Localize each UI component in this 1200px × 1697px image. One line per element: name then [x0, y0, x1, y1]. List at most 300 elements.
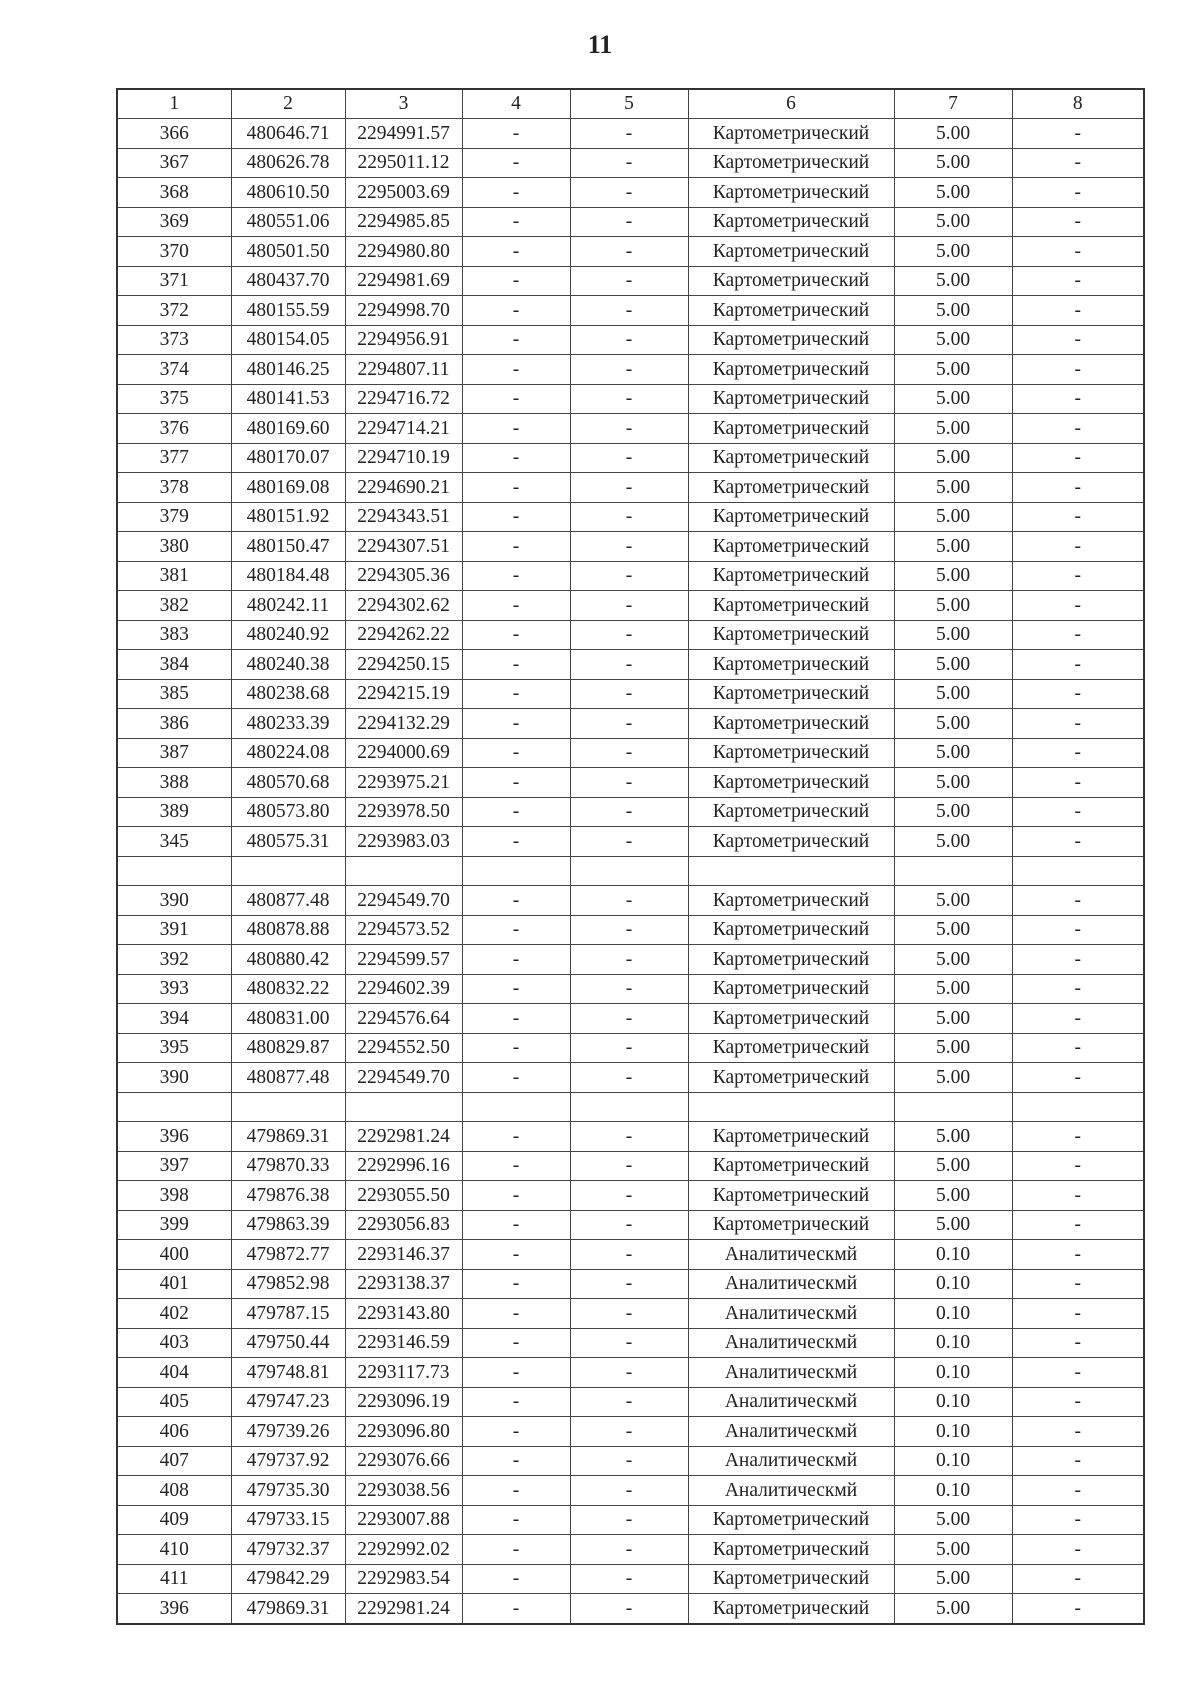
col5-cell: - — [570, 591, 688, 621]
col4-cell: - — [462, 827, 570, 857]
accuracy-cell: 5.00 — [894, 473, 1012, 503]
x-coordinate-cell: 479872.77 — [231, 1240, 345, 1270]
point-number-cell: 367 — [117, 148, 231, 178]
table-row — [117, 1535, 1144, 1565]
table-row — [117, 827, 1144, 857]
y-coordinate-cell: 2294250.15 — [345, 650, 462, 680]
col8-cell: - — [1012, 1240, 1144, 1270]
y-coordinate-cell: 2294998.70 — [345, 296, 462, 326]
col4-cell: - — [462, 502, 570, 532]
point-number-cell: 372 — [117, 296, 231, 326]
method-cell: Картометрический — [688, 591, 894, 621]
table-row — [117, 119, 1144, 149]
col4-cell: - — [462, 1063, 570, 1093]
col8-cell: - — [1012, 1535, 1144, 1565]
point-number-cell: 391 — [117, 915, 231, 945]
accuracy-cell: 5.00 — [894, 1151, 1012, 1181]
x-coordinate-cell — [231, 1092, 345, 1122]
col8-cell: - — [1012, 1505, 1144, 1535]
y-coordinate-cell: 2293978.50 — [345, 797, 462, 827]
point-number-cell: 396 — [117, 1122, 231, 1152]
point-number-cell: 401 — [117, 1269, 231, 1299]
col5-cell: - — [570, 1505, 688, 1535]
x-coordinate-cell: 479747.23 — [231, 1387, 345, 1417]
separator-row — [117, 1092, 1144, 1122]
col4-cell: - — [462, 207, 570, 237]
accuracy-cell: 5.00 — [894, 178, 1012, 208]
col8-cell: - — [1012, 1564, 1144, 1594]
x-coordinate-cell: 479876.38 — [231, 1181, 345, 1211]
col5-cell: - — [570, 1328, 688, 1358]
col4-cell: - — [462, 945, 570, 975]
table-row — [117, 1210, 1144, 1240]
method-cell: Картометрический — [688, 384, 894, 414]
col5-cell: - — [570, 886, 688, 916]
table-row — [117, 974, 1144, 1004]
page-number: 11 — [587, 30, 613, 59]
col5-cell: - — [570, 532, 688, 562]
y-coordinate-cell: 2294985.85 — [345, 207, 462, 237]
point-number-cell: 411 — [117, 1564, 231, 1594]
col4-cell: - — [462, 679, 570, 709]
table-row — [117, 355, 1144, 385]
col5-cell: - — [570, 237, 688, 267]
accuracy-cell: 0.10 — [894, 1476, 1012, 1506]
col8-cell: - — [1012, 1210, 1144, 1240]
method-cell: Картометрический — [688, 237, 894, 267]
method-cell: Картометрический — [688, 945, 894, 975]
y-coordinate-cell: 2293983.03 — [345, 827, 462, 857]
method-cell: Картометрический — [688, 355, 894, 385]
y-coordinate-cell: 2293146.37 — [345, 1240, 462, 1270]
method-cell: Картометрический — [688, 266, 894, 296]
method-cell: Аналитическмй — [688, 1446, 894, 1476]
x-coordinate-cell: 480169.08 — [231, 473, 345, 503]
col4-cell: - — [462, 738, 570, 768]
point-number-cell: 378 — [117, 473, 231, 503]
col8-cell: - — [1012, 709, 1144, 739]
method-cell — [688, 1092, 894, 1122]
method-cell: Аналитическмй — [688, 1328, 894, 1358]
point-number-cell: 376 — [117, 414, 231, 444]
col5-cell: - — [570, 797, 688, 827]
y-coordinate-cell: 2294343.51 — [345, 502, 462, 532]
method-cell: Картометрический — [688, 443, 894, 473]
table-row — [117, 561, 1144, 591]
col5-cell: - — [570, 207, 688, 237]
col4-cell: - — [462, 443, 570, 473]
col5-cell: - — [570, 266, 688, 296]
point-number-cell: 390 — [117, 1063, 231, 1093]
table-row — [117, 915, 1144, 945]
accuracy-cell: 5.00 — [894, 296, 1012, 326]
col8-cell: - — [1012, 768, 1144, 798]
y-coordinate-cell — [345, 856, 462, 886]
col4-cell: - — [462, 1328, 570, 1358]
point-number-cell: 384 — [117, 650, 231, 680]
col4-cell: - — [462, 915, 570, 945]
method-cell: Картометрический — [688, 827, 894, 857]
col8-cell — [1012, 1092, 1144, 1122]
col5-cell: - — [570, 1299, 688, 1329]
col4-cell: - — [462, 561, 570, 591]
y-coordinate-cell: 2293056.83 — [345, 1210, 462, 1240]
coordinates-table — [116, 88, 1145, 1625]
y-coordinate-cell: 2293096.19 — [345, 1387, 462, 1417]
x-coordinate-cell: 479870.33 — [231, 1151, 345, 1181]
column-header: 1 — [117, 89, 231, 119]
col8-cell: - — [1012, 1151, 1144, 1181]
col5-cell: - — [570, 473, 688, 503]
y-coordinate-cell: 2294000.69 — [345, 738, 462, 768]
col8-cell: - — [1012, 1476, 1144, 1506]
col4-cell: - — [462, 1122, 570, 1152]
y-coordinate-cell — [345, 1092, 462, 1122]
point-number-cell — [117, 856, 231, 886]
table-row — [117, 325, 1144, 355]
x-coordinate-cell: 480551.06 — [231, 207, 345, 237]
x-coordinate-cell: 480646.71 — [231, 119, 345, 149]
method-cell: Картометрический — [688, 974, 894, 1004]
method-cell: Картометрический — [688, 1594, 894, 1624]
method-cell: Картометрический — [688, 1181, 894, 1211]
method-cell: Картометрический — [688, 886, 894, 916]
col5-cell: - — [570, 296, 688, 326]
y-coordinate-cell: 2294602.39 — [345, 974, 462, 1004]
col4-cell: - — [462, 1505, 570, 1535]
col5-cell: - — [570, 1358, 688, 1388]
accuracy-cell: 5.00 — [894, 1535, 1012, 1565]
accuracy-cell: 0.10 — [894, 1240, 1012, 1270]
method-cell: Картометрический — [688, 325, 894, 355]
x-coordinate-cell: 480575.31 — [231, 827, 345, 857]
method-cell: Картометрический — [688, 502, 894, 532]
method-cell: Картометрический — [688, 178, 894, 208]
method-cell: Аналитическмй — [688, 1417, 894, 1447]
table-body — [117, 119, 1144, 1624]
accuracy-cell — [894, 856, 1012, 886]
col5-cell: - — [570, 1240, 688, 1270]
table-row — [117, 414, 1144, 444]
col5-cell: - — [570, 1564, 688, 1594]
column-header: 3 — [345, 89, 462, 119]
x-coordinate-cell: 479842.29 — [231, 1564, 345, 1594]
point-number-cell: 345 — [117, 827, 231, 857]
y-coordinate-cell: 2294305.36 — [345, 561, 462, 591]
col4-cell: - — [462, 148, 570, 178]
table-row — [117, 443, 1144, 473]
method-cell: Картометрический — [688, 119, 894, 149]
col8-cell: - — [1012, 1387, 1144, 1417]
method-cell: Картометрический — [688, 1033, 894, 1063]
y-coordinate-cell: 2294307.51 — [345, 532, 462, 562]
table-row — [117, 1446, 1144, 1476]
method-cell: Аналитическмй — [688, 1387, 894, 1417]
method-cell: Картометрический — [688, 1564, 894, 1594]
col4-cell: - — [462, 886, 570, 916]
table-row — [117, 1594, 1144, 1624]
col5-cell: - — [570, 1033, 688, 1063]
method-cell: Аналитическмй — [688, 1269, 894, 1299]
col4-cell: - — [462, 1299, 570, 1329]
method-cell — [688, 856, 894, 886]
col4-cell: - — [462, 1594, 570, 1624]
table-row — [117, 1299, 1144, 1329]
y-coordinate-cell: 2292981.24 — [345, 1122, 462, 1152]
method-cell: Картометрический — [688, 532, 894, 562]
y-coordinate-cell: 2294132.29 — [345, 709, 462, 739]
col4-cell: - — [462, 1004, 570, 1034]
col8-cell: - — [1012, 237, 1144, 267]
x-coordinate-cell: 479750.44 — [231, 1328, 345, 1358]
point-number-cell — [117, 1092, 231, 1122]
col4-cell: - — [462, 532, 570, 562]
accuracy-cell: 0.10 — [894, 1358, 1012, 1388]
accuracy-cell: 0.10 — [894, 1417, 1012, 1447]
y-coordinate-cell: 2293096.80 — [345, 1417, 462, 1447]
col4-cell: - — [462, 1358, 570, 1388]
table-row — [117, 945, 1144, 975]
x-coordinate-cell: 480832.22 — [231, 974, 345, 1004]
col4-cell: - — [462, 768, 570, 798]
col8-cell: - — [1012, 1004, 1144, 1034]
y-coordinate-cell: 2294302.62 — [345, 591, 462, 621]
point-number-cell: 410 — [117, 1535, 231, 1565]
point-number-cell: 377 — [117, 443, 231, 473]
col4-cell: - — [462, 1387, 570, 1417]
table-row — [117, 1564, 1144, 1594]
table-row — [117, 1328, 1144, 1358]
table-row — [117, 1033, 1144, 1063]
col5-cell: - — [570, 1151, 688, 1181]
col5-cell — [570, 856, 688, 886]
y-coordinate-cell: 2293975.21 — [345, 768, 462, 798]
x-coordinate-cell: 480238.68 — [231, 679, 345, 709]
x-coordinate-cell: 480573.80 — [231, 797, 345, 827]
column-header: 6 — [688, 89, 894, 119]
method-cell: Картометрический — [688, 679, 894, 709]
point-number-cell: 407 — [117, 1446, 231, 1476]
point-number-cell: 395 — [117, 1033, 231, 1063]
table-row — [117, 650, 1144, 680]
y-coordinate-cell: 2293038.56 — [345, 1476, 462, 1506]
col8-cell: - — [1012, 1063, 1144, 1093]
point-number-cell: 371 — [117, 266, 231, 296]
method-cell: Картометрический — [688, 296, 894, 326]
x-coordinate-cell: 480877.48 — [231, 886, 345, 916]
method-cell: Аналитическмй — [688, 1299, 894, 1329]
point-number-cell: 368 — [117, 178, 231, 208]
col5-cell: - — [570, 1063, 688, 1093]
col5-cell: - — [570, 1210, 688, 1240]
y-coordinate-cell: 2293138.37 — [345, 1269, 462, 1299]
x-coordinate-cell: 480155.59 — [231, 296, 345, 326]
table-row — [117, 266, 1144, 296]
method-cell: Картометрический — [688, 797, 894, 827]
accuracy-cell: 5.00 — [894, 945, 1012, 975]
accuracy-cell: 5.00 — [894, 355, 1012, 385]
table-row — [117, 532, 1144, 562]
col4-cell: - — [462, 266, 570, 296]
table-row — [117, 1387, 1144, 1417]
point-number-cell: 386 — [117, 709, 231, 739]
y-coordinate-cell: 2295011.12 — [345, 148, 462, 178]
method-cell: Картометрический — [688, 709, 894, 739]
method-cell: Картометрический — [688, 414, 894, 444]
col5-cell: - — [570, 355, 688, 385]
y-coordinate-cell: 2294573.52 — [345, 915, 462, 945]
accuracy-cell: 5.00 — [894, 1033, 1012, 1063]
accuracy-cell: 0.10 — [894, 1269, 1012, 1299]
accuracy-cell: 5.00 — [894, 532, 1012, 562]
method-cell: Картометрический — [688, 207, 894, 237]
col8-cell: - — [1012, 1417, 1144, 1447]
accuracy-cell: 5.00 — [894, 414, 1012, 444]
method-cell: Картометрический — [688, 915, 894, 945]
col8-cell: - — [1012, 355, 1144, 385]
col4-cell: - — [462, 1210, 570, 1240]
column-header: 7 — [894, 89, 1012, 119]
accuracy-cell: 5.00 — [894, 237, 1012, 267]
method-cell: Аналитическмй — [688, 1476, 894, 1506]
col8-cell: - — [1012, 738, 1144, 768]
accuracy-cell: 5.00 — [894, 119, 1012, 149]
col5-cell: - — [570, 1122, 688, 1152]
point-number-cell: 380 — [117, 532, 231, 562]
x-coordinate-cell: 480240.38 — [231, 650, 345, 680]
point-number-cell: 385 — [117, 679, 231, 709]
col8-cell: - — [1012, 650, 1144, 680]
y-coordinate-cell: 2293146.59 — [345, 1328, 462, 1358]
col8-cell: - — [1012, 414, 1144, 444]
y-coordinate-cell: 2294576.64 — [345, 1004, 462, 1034]
column-header: 8 — [1012, 89, 1144, 119]
table-row — [117, 1417, 1144, 1447]
y-coordinate-cell: 2294980.80 — [345, 237, 462, 267]
col4-cell: - — [462, 1476, 570, 1506]
col5-cell: - — [570, 650, 688, 680]
col5-cell: - — [570, 679, 688, 709]
table-row — [117, 1358, 1144, 1388]
y-coordinate-cell: 2293117.73 — [345, 1358, 462, 1388]
table-row — [117, 1476, 1144, 1506]
col8-cell: - — [1012, 325, 1144, 355]
x-coordinate-cell: 480240.92 — [231, 620, 345, 650]
col8-cell: - — [1012, 473, 1144, 503]
accuracy-cell: 5.00 — [894, 1564, 1012, 1594]
col8-cell: - — [1012, 266, 1144, 296]
x-coordinate-cell: 480184.48 — [231, 561, 345, 591]
point-number-cell: 388 — [117, 768, 231, 798]
point-number-cell: 408 — [117, 1476, 231, 1506]
y-coordinate-cell: 2293007.88 — [345, 1505, 462, 1535]
col4-cell: - — [462, 974, 570, 1004]
y-coordinate-cell: 2294262.22 — [345, 620, 462, 650]
col8-cell: - — [1012, 827, 1144, 857]
col4-cell: - — [462, 650, 570, 680]
x-coordinate-cell: 480146.25 — [231, 355, 345, 385]
table-row — [117, 768, 1144, 798]
y-coordinate-cell: 2293076.66 — [345, 1446, 462, 1476]
column-header: 4 — [462, 89, 570, 119]
point-number-cell: 403 — [117, 1328, 231, 1358]
x-coordinate-cell: 479787.15 — [231, 1299, 345, 1329]
x-coordinate-cell: 480570.68 — [231, 768, 345, 798]
table-row — [117, 1063, 1144, 1093]
col8-cell: - — [1012, 797, 1144, 827]
col8-cell: - — [1012, 1358, 1144, 1388]
method-cell: Аналитическмй — [688, 1358, 894, 1388]
accuracy-cell: 5.00 — [894, 1004, 1012, 1034]
col8-cell: - — [1012, 502, 1144, 532]
table-row — [117, 502, 1144, 532]
x-coordinate-cell: 480224.08 — [231, 738, 345, 768]
col5-cell: - — [570, 178, 688, 208]
col4-cell: - — [462, 384, 570, 414]
y-coordinate-cell: 2294807.11 — [345, 355, 462, 385]
table-row — [117, 620, 1144, 650]
x-coordinate-cell: 480233.39 — [231, 709, 345, 739]
y-coordinate-cell: 2292983.54 — [345, 1564, 462, 1594]
table-row — [117, 237, 1144, 267]
accuracy-cell: 5.00 — [894, 886, 1012, 916]
col5-cell: - — [570, 827, 688, 857]
table-row — [117, 148, 1144, 178]
col5-cell: - — [570, 1417, 688, 1447]
point-number-cell: 394 — [117, 1004, 231, 1034]
x-coordinate-cell: 480880.42 — [231, 945, 345, 975]
y-coordinate-cell: 2292992.02 — [345, 1535, 462, 1565]
x-coordinate-cell: 480829.87 — [231, 1033, 345, 1063]
col4-cell: - — [462, 1151, 570, 1181]
table-row — [117, 1181, 1144, 1211]
accuracy-cell: 0.10 — [894, 1328, 1012, 1358]
col8-cell: - — [1012, 974, 1144, 1004]
col5-cell: - — [570, 1004, 688, 1034]
col4-cell: - — [462, 1240, 570, 1270]
col5-cell: - — [570, 768, 688, 798]
y-coordinate-cell: 2294991.57 — [345, 119, 462, 149]
x-coordinate-cell: 479733.15 — [231, 1505, 345, 1535]
point-number-cell: 375 — [117, 384, 231, 414]
x-coordinate-cell: 479852.98 — [231, 1269, 345, 1299]
y-coordinate-cell: 2294710.19 — [345, 443, 462, 473]
col4-cell: - — [462, 1535, 570, 1565]
x-coordinate-cell: 480437.70 — [231, 266, 345, 296]
accuracy-cell: 5.00 — [894, 325, 1012, 355]
method-cell: Картометрический — [688, 561, 894, 591]
point-number-cell: 405 — [117, 1387, 231, 1417]
accuracy-cell: 5.00 — [894, 1122, 1012, 1152]
col5-cell — [570, 1092, 688, 1122]
table-row — [117, 886, 1144, 916]
col8-cell: - — [1012, 945, 1144, 975]
col8-cell: - — [1012, 1299, 1144, 1329]
method-cell: Картометрический — [688, 148, 894, 178]
point-number-cell: 400 — [117, 1240, 231, 1270]
col5-cell: - — [570, 738, 688, 768]
table-row — [117, 207, 1144, 237]
accuracy-cell: 5.00 — [894, 1505, 1012, 1535]
table-row — [117, 1240, 1144, 1270]
y-coordinate-cell: 2294956.91 — [345, 325, 462, 355]
table-header-row — [117, 89, 1144, 119]
point-number-cell: 406 — [117, 1417, 231, 1447]
point-number-cell: 402 — [117, 1299, 231, 1329]
col8-cell: - — [1012, 1033, 1144, 1063]
col4-cell: - — [462, 237, 570, 267]
col5-cell: - — [570, 148, 688, 178]
